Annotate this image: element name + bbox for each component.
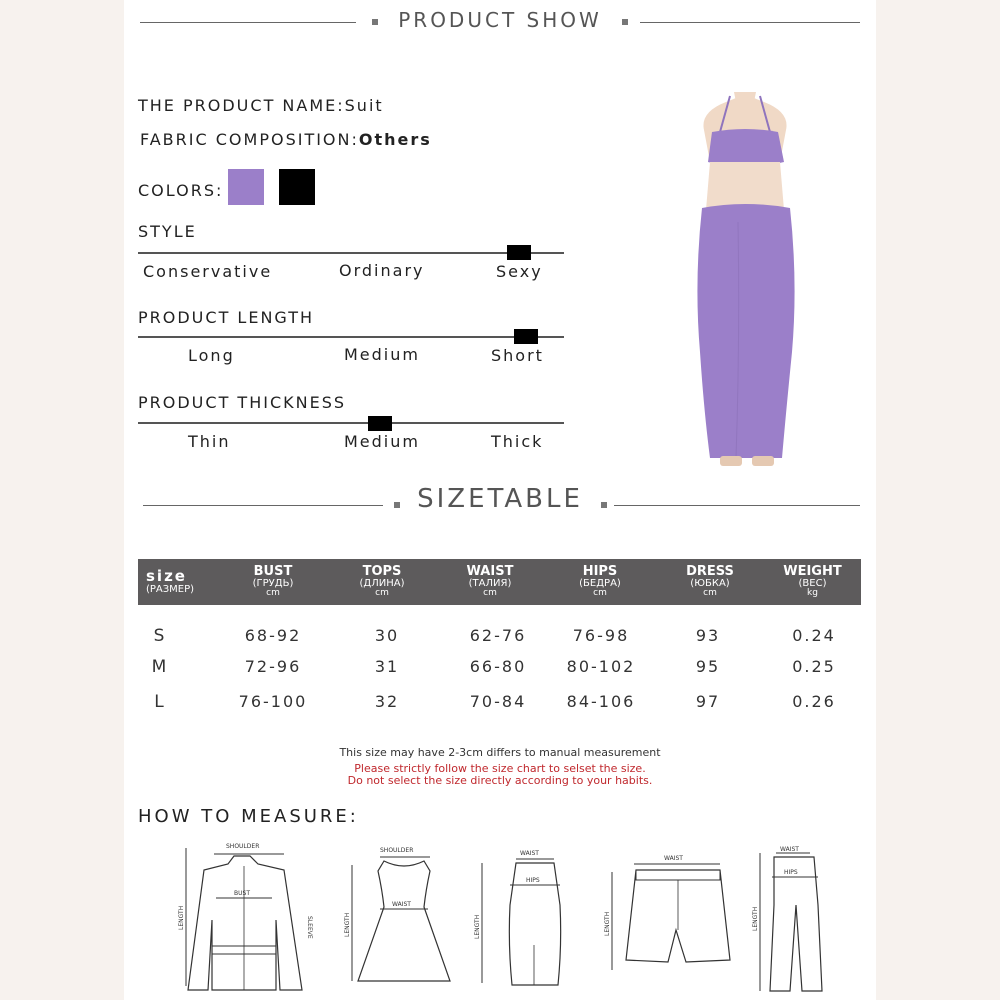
header-rule-right (640, 22, 860, 23)
size-table-cell: 32 (374, 692, 400, 711)
length-title: PRODUCT LENGTH (138, 308, 315, 327)
header-size: size (РАЗМЕР) (138, 559, 218, 605)
size-table-cell: 70-84 (469, 692, 527, 711)
size-table-cell: 76-100 (238, 692, 308, 711)
skirt-measure-diagram (470, 845, 580, 990)
product-name-value: Suit (344, 96, 384, 115)
length-label-long: Long (188, 346, 235, 365)
size-table-header (138, 559, 861, 605)
style-label-conservative: Conservative (143, 262, 273, 281)
fabric-value: Others (358, 130, 432, 149)
style-title: STYLE (138, 222, 197, 241)
jacket-sleeve-label: SLEEVE (306, 916, 313, 939)
skirt-length-label: LENGTH (474, 914, 481, 939)
size-table-cell: 30 (374, 626, 400, 645)
shorts-length-label: LENGTH (604, 911, 611, 936)
color-swatch-purple[interactable] (228, 169, 264, 205)
product-image (680, 92, 810, 470)
pants-measure-diagram (752, 845, 832, 995)
thickness-scale-line (138, 422, 564, 424)
size-row-label: M (151, 657, 169, 677)
length-label-medium: Medium (344, 345, 420, 364)
dress-length-label: LENGTH (344, 912, 351, 937)
dress-measure-diagram (340, 843, 465, 988)
header-dot-left (372, 19, 378, 25)
size-table-cell: 84-106 (566, 692, 636, 711)
size-table (138, 559, 861, 605)
size-table-cell: 80-102 (566, 657, 636, 676)
sizetable-dot-right (601, 502, 607, 508)
sizetable-dot-left (394, 502, 400, 508)
shorts-measure-diagram (602, 850, 742, 980)
jacket-bust-label: BUST (234, 890, 250, 897)
thickness-marker (368, 416, 392, 431)
size-table-cell: 31 (374, 657, 400, 676)
size-table-cell: 76-98 (572, 626, 630, 645)
header-waist: WAIST (ТАЛИЯ) cm (436, 559, 544, 605)
thickness-title: PRODUCT THICKNESS (138, 393, 346, 412)
header-tops: TOPS (ДЛИНА) cm (328, 559, 436, 605)
product-name-row (138, 96, 384, 115)
thickness-label-thin: Thin (188, 432, 231, 451)
color-swatch-black[interactable] (279, 169, 315, 205)
sizetable-rule-right (614, 505, 860, 506)
dress-waist-label: WAIST (392, 901, 411, 908)
style-marker (507, 245, 531, 260)
size-table-cell: 0.25 (792, 657, 836, 676)
product-name-label: THE PRODUCT NAME: (138, 96, 345, 115)
how-to-measure-title: HOW TO MEASURE: (138, 806, 359, 827)
style-label-ordinary: Ordinary (339, 261, 425, 280)
jacket-shoulder-label: SHOULDER (226, 843, 260, 850)
size-table-cell: 72-96 (244, 657, 302, 676)
header-rule-left (140, 22, 356, 23)
product-show-title: PRODUCT SHOW (398, 8, 602, 32)
skirt-hips-label: HIPS (526, 877, 540, 884)
jacket-length-label: LENGTH (178, 905, 185, 930)
pants-hips-label: HIPS (784, 869, 798, 876)
header-bust: BUST (ГРУДЬ) cm (218, 559, 328, 605)
sizetable-rule-left (143, 505, 383, 506)
size-table-cell: 66-80 (469, 657, 527, 676)
header-dress: DRESS (ЮБКА) cm (656, 559, 764, 605)
jacket-measure-diagram (172, 840, 322, 995)
thickness-label-medium: Medium (344, 432, 420, 451)
fabric-row (140, 130, 432, 149)
size-table-cell: 0.26 (792, 692, 836, 711)
length-scale-line (138, 336, 564, 338)
shorts-waist-label: WAIST (664, 855, 683, 862)
header-weight: WEIGHT (ВЕС) kg (764, 559, 861, 605)
size-table-cell: 62-76 (469, 626, 527, 645)
dress-shoulder-label: SHOULDER (380, 847, 414, 854)
note-warning-follow: Please strictly follow the size chart to selset the size. (354, 762, 646, 775)
header-hips: HIPS (БЕДРА) cm (544, 559, 656, 605)
size-table-cell: 95 (695, 657, 721, 676)
pants-waist-label: WAIST (780, 846, 799, 853)
style-label-sexy: Sexy (496, 262, 543, 281)
sizetable-title: SIZETABLE (417, 484, 583, 514)
size-row-label: S (153, 626, 167, 646)
skirt-waist-label: WAIST (520, 850, 539, 857)
fabric-label: FABRIC COMPOSITION: (140, 130, 359, 149)
thickness-label-thick: Thick (491, 432, 544, 451)
size-table-cell: 93 (695, 626, 721, 645)
length-marker (514, 329, 538, 344)
pants-length-label: LENGTH (752, 906, 759, 931)
header-dot-right (622, 19, 628, 25)
note-warning-habits: Do not select the size directly according to your habits. (347, 774, 653, 787)
note-measurement: This size may have 2-3cm differs to manual measurement (339, 746, 661, 759)
colors-label: COLORS: (138, 181, 224, 200)
size-table-cell: 0.24 (792, 626, 836, 645)
size-table-cell: 68-92 (244, 626, 302, 645)
style-scale-line (138, 252, 564, 254)
size-row-label: L (154, 692, 166, 712)
length-label-short: Short (491, 346, 544, 365)
size-table-cell: 97 (695, 692, 721, 711)
